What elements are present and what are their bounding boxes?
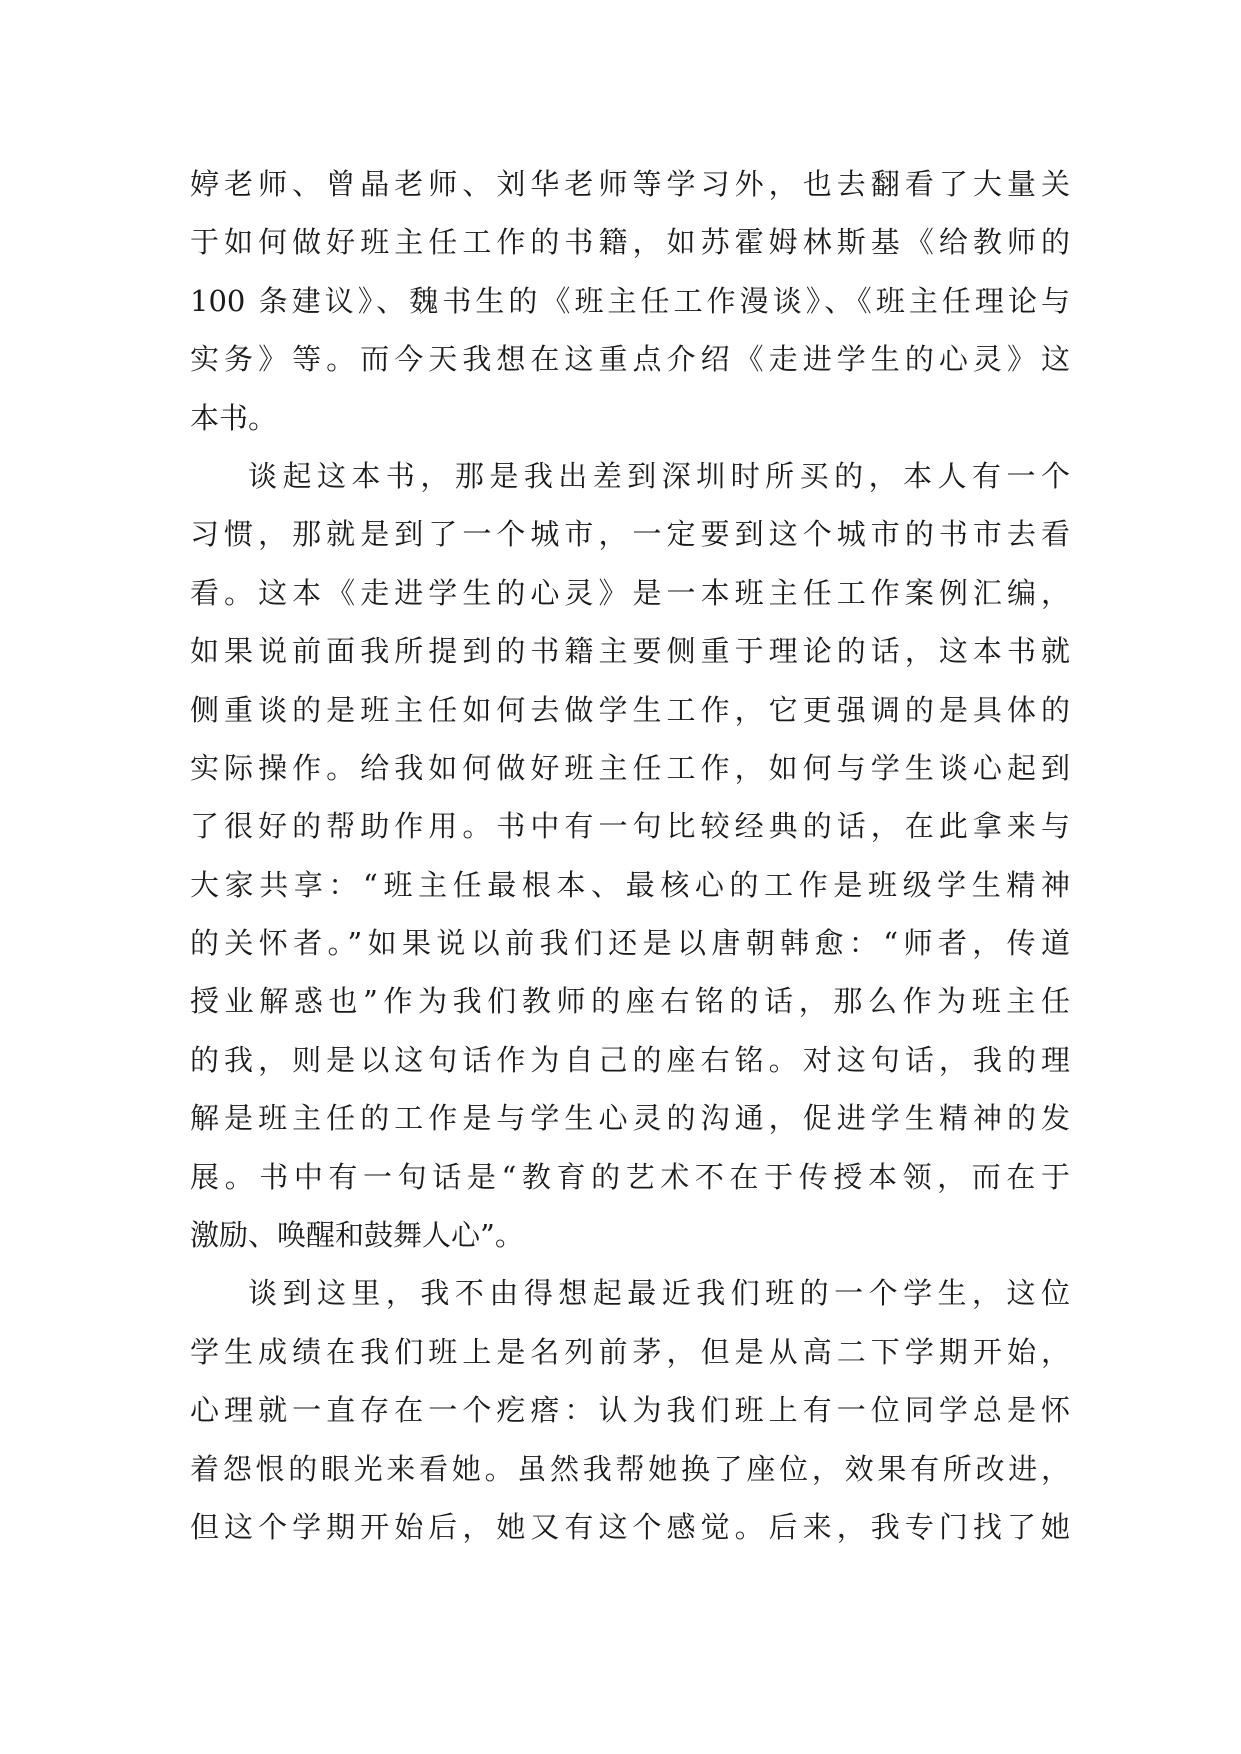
text-line: 大家共享：“班主任最根本、最核心的工作是班级学生精神 [190,867,1070,902]
text-line: 谈到这里，我不由得想起最近我们班的一个学生，这位 [248,1276,1070,1311]
text-line: 的关怀者。”如果说以前我们还是以唐朝韩愈：“师者，传道 [190,926,1070,961]
text-line: 侧重谈的是班主任如何去做学生工作，它更强调的是具体的 [190,692,1070,727]
text-line: 婷老师、曾晶老师、刘华老师等学习外，也去翻看了大量关 [190,167,1070,201]
text-line: 展。书中有一句话是“教育的艺术不在于传授本领，而在于 [190,1159,1070,1194]
text-line: 学生成绩在我们班上是名列前茅，但是从高二下学期开始， [190,1334,1070,1369]
text-line: 解是班主任的工作是与学生心灵的沟通，促进学生精神的发 [190,1101,1070,1136]
text-line: 授业解惑也”作为我们教师的座右铭的话，那么作为班主任 [190,984,1070,1019]
text-line: 本书。 [190,400,278,435]
text-line: 习惯，那就是到了一个城市，一定要到这个城市的书市去看 [190,517,1070,552]
text-line: 如果说前面我所提到的书籍主要侧重于理论的话，这本书就 [190,634,1070,669]
text-line: 但这个学期开始后，她又有这个感觉。后来，我专门找了她 [190,1509,1070,1544]
text-line: 了很好的帮助作用。书中有一句比较经典的话，在此拿来与 [190,809,1070,844]
text-line: 看。这本《走进学生的心灵》是一本班主任工作案例汇编， [190,575,1070,610]
text-line: 实务》等。而今天我想在这重点介绍《走进学生的心灵》这 [190,342,1070,377]
body-text [190,155,1070,1556]
text-line: 激励、唤醒和鼓舞人心”。 [190,1218,524,1253]
text-line: 谈起这本书，那是我出差到深圳时所买的，本人有一个 [248,458,1070,493]
text-line: 于如何做好班主任工作的书籍，如苏霍姆林斯基《给教师的 [190,225,1070,260]
text-line: 实际操作。给我如何做好班主任工作，如何与学生谈心起到 [190,750,1070,785]
text-line: 着怨恨的眼光来看她。虽然我帮她换了座位，效果有所改进， [190,1451,1070,1486]
text-line: 100 条建议》、魏书生的《班主任工作漫谈》、《班主任理论与 [190,283,1070,318]
text-line: 的我，则是以这句话作为自己的座右铭。对这句话，我的理 [190,1042,1070,1077]
text-line: 心理就一直存在一个疙瘩：认为我们班上有一位同学总是怀 [190,1393,1070,1428]
